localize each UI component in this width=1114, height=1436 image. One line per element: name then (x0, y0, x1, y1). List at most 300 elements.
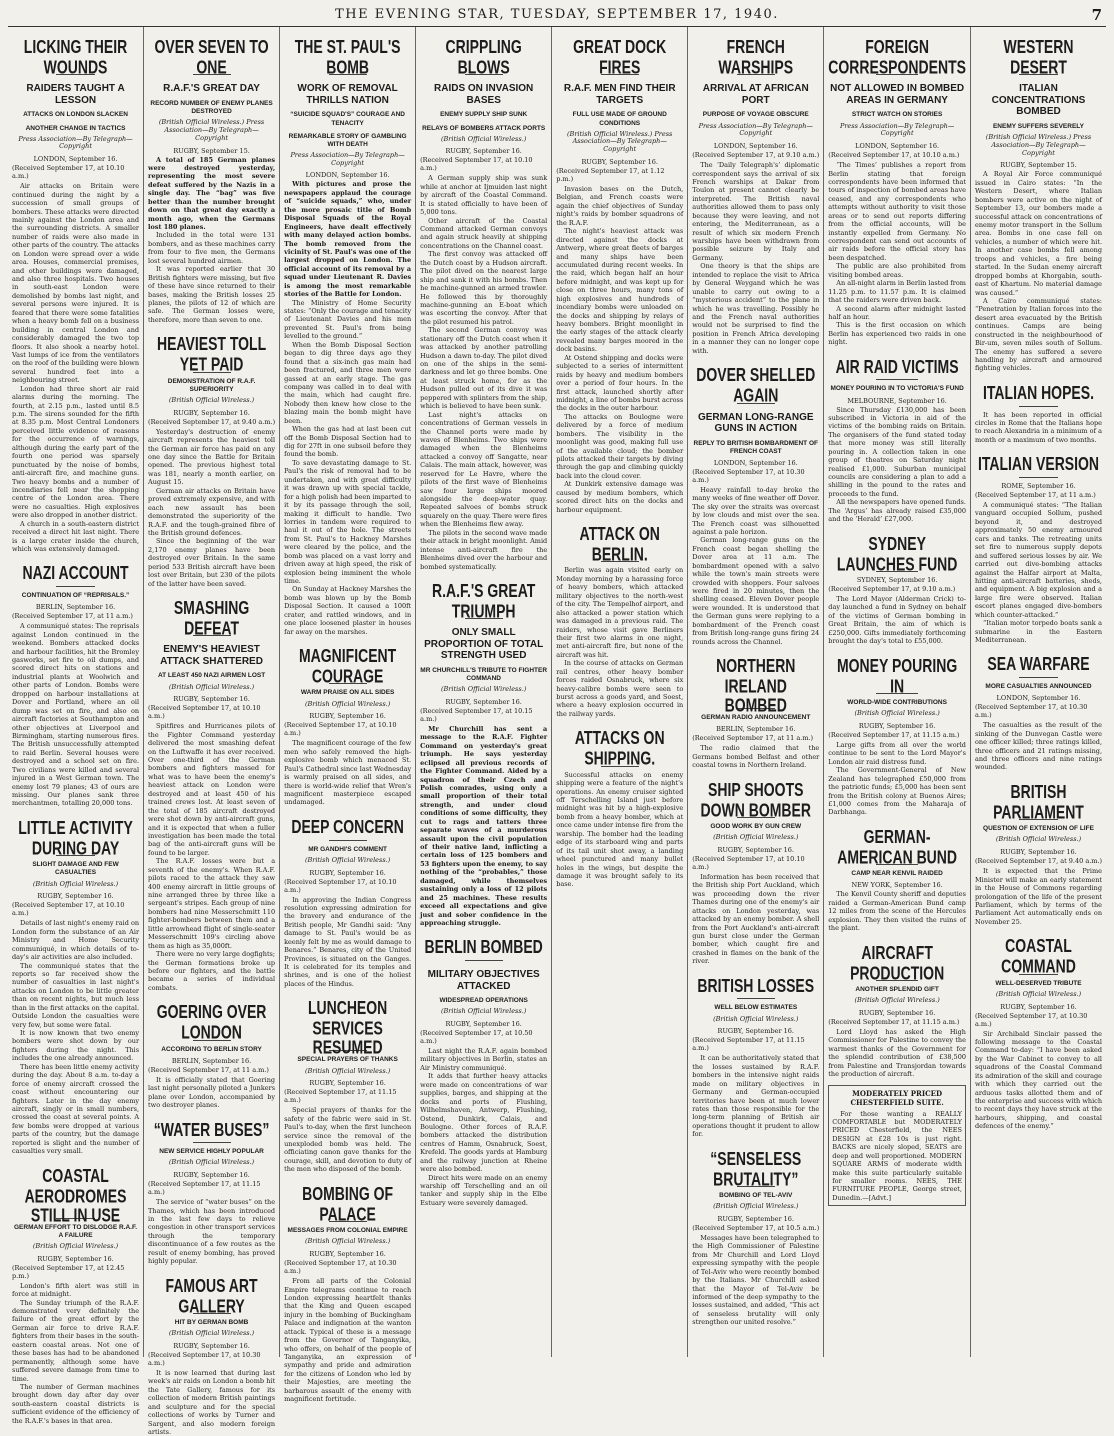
paragraph: A Royal Air Force communiqué issued in Cairo states: “In the Western Desert, where Italian bombers were active on the night of September 13, our bombers made a successful attack on concentrations of enemy motor transport in the Sollum area. Bombs in one case fell on vehicles, a number of which were hit. In another case bombs fell among troops and vehicles, a fire being started. In the Sudan enemy aircraft dropped bombs at Khorgabin, south-east of Khartum. No material damage was caused.” (974, 170, 1103, 297)
article-body (692, 486, 819, 646)
article-body (148, 1076, 275, 1110)
paragraph: At Dunkirk extensive damage was caused by medium bombers, which scored direct hits on the docks and harbour equipment. (556, 480, 684, 514)
subheadline: ATTACKS ON LONDON SLACKEN (23, 111, 128, 119)
dateline: RUGBY, September 16. (717, 1214, 794, 1223)
dateline: RUGBY, September 16. (173, 1341, 250, 1350)
byline: Press Association—By Telegraph—Copyright (698, 121, 813, 138)
article-body (284, 739, 411, 807)
subheadline: WELL BELOW ESTIMATES (714, 1004, 798, 1012)
byline: (British Official Wireless.) (304, 699, 391, 708)
article (420, 37, 547, 571)
dateline: RUGBY, September 16. (37, 892, 114, 901)
article-body (975, 501, 1102, 644)
paragraph: Other aircraft of the Coastal Command attacked German convoys and again struck heavily at shipping concentrations on the Channel coast. (420, 216, 548, 250)
paragraph: Heavy rainfall to-day broke the many weeks of fine weather off Dover. The sky over the straits was overcast by low clouds and mist over the sea. The French coast was silhouetted against a pale horizon. (692, 485, 820, 536)
article (12, 563, 139, 807)
received-note: (Received September 17, at 1.12 p.m.) (556, 167, 665, 184)
received-note: (Received September 17, at 10.10 a.m.) (12, 901, 125, 918)
article-body (828, 595, 966, 646)
subheadline: QUESTION OF EXTENSION OF LIFE (983, 825, 1094, 833)
paragraph: It is now known that two enemy bombers were shot down by our fighters during the night. This includes the one already announced. (12, 1029, 140, 1063)
article (692, 976, 819, 1139)
received-note: (Received September 17, at 10.10 a.m.) (284, 721, 397, 738)
byline: (British Official Wireless.) (440, 134, 527, 143)
received-note: (Received September 17, at 10.10 a.m.) (420, 156, 533, 173)
subheadline: GOOD WORK BY GUN CREW (710, 822, 802, 830)
headline: MAGNIFICENT COURAGE (299, 644, 397, 687)
article (284, 1184, 411, 1404)
paragraph: For those wanting a REALLY COMFORTABLE but MODERATELY PRICED Chesterfield, the NEES DESIGN at £28 10s is just right. BACKS are nicely sloped, SEATS are deep and well proportioned. MODERN SQUARE ARMS of moderate width make this suite particularly suitable for smaller rooms. NEES, THE FURNITURE PEOPLE, George street, Dunedin.—[Advt.] (832, 1109, 962, 1202)
headline: AIRCRAFT PRODUCTION (850, 941, 945, 983)
article (12, 818, 139, 1156)
article-body (692, 161, 819, 355)
received-note: (Received September 17, at 11.15 a.m.) (692, 1036, 805, 1053)
paragraph: All the newspapers have opened funds. The ‘Argus’ has already raised £35,000 and the ‘Herald’ £27,000. (828, 498, 966, 524)
column (687, 27, 823, 1357)
subheadline: REMARKABLE STORY OF GAMBLING WITH DEATH (288, 132, 407, 148)
article-lead (420, 725, 547, 928)
subheadline: ANOTHER SPLENDID GIFT (855, 985, 939, 993)
paragraph: Yesterday's destruction of enemy aircraft represents the heaviest toll the German air force has paid on any one day since the Battle for Britain opened. The previous highest total was 181, nearly a month earlier, on August 15. (148, 427, 276, 487)
byline: (British Official Wireless.) Press Association—By Telegraph—Copyright (567, 129, 673, 154)
byline: (British Official Wireless.) (995, 989, 1082, 998)
dateline: RUGBY, September 16. (445, 1020, 522, 1029)
headline: AIR RAID VICTIMS (835, 355, 959, 377)
dateline: RUGBY, September 16. (173, 695, 250, 704)
byline: Press Association—By Telegraph—Copyright (18, 134, 133, 151)
received-note: (Received September 17, at 10.30 a.m.) (284, 1259, 397, 1276)
article (828, 943, 966, 1079)
dateline: RUGBY, September 16. (309, 1250, 386, 1259)
headline: GREAT DOCK FIRES (573, 35, 667, 78)
paragraph: An all-night alarm in Berlin lasted from 11.25 p.m. to 11.57 p.m. It is claimed that the raiders were driven back. (828, 279, 966, 305)
dateline: LONDON, September 16. (33, 155, 118, 164)
byline: (British Official Wireless.) (168, 1158, 255, 1167)
article-body (284, 1106, 411, 1174)
headline: “WATER BUSES” (153, 1118, 270, 1140)
headline: BRITISH PARLIAMENT (993, 780, 1084, 822)
paragraph: Since Thursday £130,000 has been subscribed in Victoria in aid of the victims of the bombing raids on Britain. The organisers of the fund stated today that more money was still literally pouring in. A collection taken in one group of theatres on Saturday night realised £1,000. Suburban municipal councils are considering a plan to add a shilling in the pound to the rates and proceeds to the fund. (828, 405, 966, 498)
article (828, 656, 966, 817)
received-note: (Received September 17, at 11.15 a.m.) (828, 1017, 960, 1026)
paragraph: Information has been received that the British ship Port Auckland, which was proceeding down the river Thames during one of the enemy's air attacks on London yesterday, was attacked by an enemy bomber. A shell from the Port Auckland's anti-aircraft gun burst close under the German bomber, which caught fire and crashed in flames on the bank of the river. (692, 872, 820, 966)
byline: (British Official Wireless.) (304, 855, 391, 864)
headline: NAZI ACCOUNT (22, 562, 129, 584)
paragraph: A church in a south-eastern district received a direct hit last night. There is a large crater inside the church, which was extensively damaged. (12, 519, 140, 554)
article (828, 357, 966, 524)
article-body (692, 744, 819, 769)
subheadline: STRICT WATCH ON STORIES (851, 111, 943, 119)
article-body (148, 1198, 275, 1266)
paragraph: London had three short air raid alarms during the morning. The fourth, at 2.15 p.m., lasted until 8.5 p.m. The sirens sounded for the fifth at 8.35 p.m. Most Central Londoners perceived little evidence of reasons for the occurrence of warnings, although during the early part of the fourth one period was sparsely punctuated by the noise of bombs, anti-aircraft fire, and machine guns. Two heavy bombs and a number of incendiaries fell near the shopping centre of the London area. There were no casualties. High explosives were also dropped in another district. (12, 384, 140, 520)
dateline: BERLIN, September 16. (171, 1056, 252, 1065)
dateline: NEW YORK, September 16. (851, 881, 943, 890)
paragraph: With pictures and prose the newspapers applaud the courage of “suicide squads,” who, under the more prosaic title of Bomb Disposal Squads of the Royal Engineers, have dealt effectively with many delayed action bombs. The bomb removed from the vicinity of St. Paul's was one of the largest dropped on London. The official account of its removal by a squad under Lieutenant R. Davies is among the most remarkable stories of the Battle for London. (284, 180, 412, 299)
dateline: RUGBY, September 15. (1000, 161, 1077, 170)
dateline: RUGBY, September 16. (173, 1171, 250, 1180)
article-body (556, 771, 683, 889)
dateline: RUGBY, September 16. (717, 845, 794, 854)
dateline: LONDON, September 16. (855, 142, 940, 151)
paragraph: A second alarm after midnight lasted half an hour. (828, 304, 966, 321)
headline: LITTLE ACTIVITY DURING DAY (18, 816, 133, 858)
paragraph: Lord Lloyd has asked the High Commissioner for Palestine to convey the warmest thanks of the Government for the splendid contribution of £38,500 from Palestine and Transjordan towards the production of aircraft. (828, 1027, 966, 1079)
subheadline: WORLD-WIDE CONTRIBUTIONS (847, 699, 947, 707)
paragraph: “Italian motor torpedo boats sank a submarine in the Eastern Mediterranean. (974, 619, 1103, 645)
received-note: (Received September 17, at 10.10 a.m.) (284, 877, 397, 894)
subheadline: ENEMY SUFFERS SEVERELY (992, 122, 1084, 130)
headline: THE ST. PAUL'S BOMB (294, 35, 401, 78)
subheadline: BOMBING OF TEL-AVIV (719, 1192, 793, 1200)
dateline: LONDON, September 16. (713, 458, 798, 467)
subheadline: CAMP NEAR KENVIL RAIDED (851, 870, 943, 878)
paragraph: Mr Churchill has sent a message to the R.A.F. Fighter Command on yesterday's great triumph. He says yesterday eclipsed all previous records of the Fighter Command. Aided by a squadron of their Czech and Polish comrades, using only a small proportion of their total strength, and under cloud conditions of some difficulty, they cut to rags and tatters three separate waves of a murderous assault upon the civil population of their native land, inflicting a certain loss of 125 bombers and 53 fighters upon the enemy, to say nothing of the “probables,” those damaged, while themselves sustaining only a loss of 12 pilots and 25 machines. These results exceed all expectations and give just and sober confidence in the approaching struggle. (420, 724, 548, 927)
headline: “SENSELESS BRUTALITY” (710, 1147, 802, 1189)
paragraph: German long-range guns on the French coast began shelling the Dover area at 11 a.m. The bombardment opened with a salvo while the town's main streets were crowded with shoppers. Four salvoes were fired in 20 minutes, then the shelling ceased. Eleven Dover people were wounded. It is understood that the German guns were replying to a bombardment of the French coast from British long-range guns firing 24 rounds across the Channel. (692, 536, 820, 646)
paragraph: The Kenvil County sheriff and deputies raided a German-American Bund camp 12 miles from the scene of the Hercules explosion. They then visited the ruins of the plant. (828, 890, 966, 933)
dateline: RUGBY, September 16. (717, 1027, 794, 1036)
headline: BERLIN BOMBED (424, 936, 543, 958)
dateline: LONDON, September 16. (996, 694, 1081, 703)
subheadline: NOT ALLOWED IN BOMBED AREAS IN GERMANY (830, 83, 965, 106)
paragraph: There were no very large dogfights; the German formations broke up before our fighters, and the battle became a series of individual combats. (148, 950, 276, 992)
article (284, 646, 411, 807)
paragraph: The Sunday triumph of the R.A.F. demonstrated very definitely the failure of the great effort by the German air force to drive R.A.F. fighters from their bases in the south-eastern coastal areas. Not one of these bases has had to be abandoned permanently, although some have suffered severe damage from time to time. (12, 1298, 140, 1383)
masthead-title: THE EVENING STAR, TUESDAY, SEPTEMBER 17, 1940. (335, 7, 779, 22)
subheadline: NEW SERVICE HIGHLY POPULAR (159, 1148, 264, 1156)
article (975, 454, 1102, 644)
paragraph: When the gas had at last been cut off the Bomb Disposal Section had to dig for 27ft in one subsoil before they found the bomb. (284, 425, 412, 459)
byline: (British Official Wireless.) (854, 996, 940, 1005)
received-note: (Received September 17, at 11 a.m.) (12, 612, 133, 621)
paragraph: One theory is that the ships are intended to replace the visit to Africa by General Weygand which he was unable to carry out owing to a “mysterious accident” to the plane in which he was travelling. Possibly he and the French naval authorities would not be surprised to find the position in French Africa developing in a manner they can no longer cope with. (692, 262, 820, 355)
received-note: (Received September 17, at 10.30 a.m.) (692, 467, 805, 484)
columns (8, 27, 1106, 1436)
dateline: MELBOURNE, September 16. (847, 396, 947, 405)
received-note: (Received September 17, at 9.40 a.m.) (974, 857, 1103, 866)
paragraph: ‘The Times’ publishes a report from Berlin stating that foreign correspondents have been informed that tours of inspection of bombed areas have ceased, and any correspondents who attempts without authority to visit those areas or to send out reports differing from the official accounts, will be instantly expelled from Germany. No correspondent can send out accounts of air raids before the official story has been despatched. (828, 161, 966, 262)
received-note: (Received September 17, at 11 a.m.) (148, 1065, 269, 1074)
byline: (British Official Wireless.) (440, 1007, 527, 1016)
article-body (12, 622, 139, 808)
article-body (828, 1028, 966, 1079)
subheadline: SPECIAL PRAYERS OF THANKS (297, 1056, 398, 1064)
byline: (British Official Wireless.) (995, 835, 1082, 844)
paragraph: It is expected that the Prime Minister will make an early statement in the House of Commons regarding prolongation of the life of the present Parliament, which by terms of the Parliament Act automatically ends on November 25. (974, 867, 1103, 926)
paragraph: The public are also prohibited from visiting bombed areas. (828, 262, 966, 279)
paragraph: Last night's attacks on concentrations of German vessels in the Channel ports were made by waves of Blenheims. Two ships were damaged when the Blenheims attacked a convoy off Sangatte, near Calais. The main attack, however, was reserved for Le Havre, where the pilots of the first wave of Blenheims saw four large ships moored alongside the deep-water quay. Repeated salvoes of bombs struck squarely on the quay. There were fires when the Blenheims flew away. (420, 410, 548, 529)
subheadline: AT LEAST 450 NAZI AIRMEN LOST (157, 672, 266, 680)
received-note: (Received September 17, at 10.5 a.m.) (692, 1223, 820, 1232)
paragraph: A total of 185 German planes were destroyed yesterday, representing the most severe defeat suffered by the Nazis in a single day. The “bag” was five better than the number brought down on that great day exactly a month ago, when the Germans lost 180 planes. (148, 155, 276, 232)
paragraph: The attacks on Boulogne were delivered by a force of medium bombers. The visibility in the moonlight was good, making full use of the available cloud; the bomber pilots attacked their targets by diving through the gap and climbing quickly back into the cloud cover. (556, 412, 684, 480)
headline: R.A.F.'S GREAT TRIUMPH (431, 579, 536, 622)
paragraph: It adds that further heavy attacks were made on concentrations of war supplies, barges, and shipping at the docks and ports of Flushing, Wilhelmshaven, Antwerp, Flushing, Ostend, Dunkirk, Calais, and Boulogne. Other forces of R.A.F. bombers attacked the distribution centres of Hamm, Osnabruck, Soest, Krefeld. The goods yards at Hamburg and the railway junction at Rheine were also bombed. (420, 1072, 548, 1174)
paragraph: A communiqué states: The reprisals against London continued in the weekend. Bombers attacked docks and harbour facilities, hit the Bromley gasworks, set fire to oil dumps, and scored direct hits on stations and industrial plants at Woolwich and other parts of London. Bombs were dropped on harbour installations at Dover and Portland, where an oil dump was set on fire, and also on aircraft factories at Southampton and other objectives at Liverpool and Birmingham, starting numerous fires. The British unsuccessfully attempted to raid Berlin. Several houses were destroyed and a school set on fire. Two civilians were killed and several injured in a West German town. The enemy lost 79 planes; 43 of ours are missing. Our planes sank three merchantmen, totalling 20,000 tons. (12, 622, 140, 808)
article (828, 534, 966, 646)
subheadline: MORE CASUALTIES ANNOUNCED (985, 683, 1092, 691)
byline: (British Official Wireless.) (168, 1329, 255, 1338)
article (692, 780, 819, 966)
subheadline: R.A.F. MEN FIND THEIR TARGETS (563, 83, 676, 106)
paragraph: There has been little enemy activity during the day. About 8 a.m. to-day a force of enemy aircraft crossed the coast without encountering our fighters. Later in the day enemy aircraft, singly or in small numbers, crossed the coast at several points. A few bombs were dropped at various parts of the country, but the damage reported is slight and the number of casualties very small. (12, 1062, 140, 1156)
paragraph: It is now learned that during last week's air raids on London a bomb hit the Tate Gallery, famous for its collection of modern British paintings and sculpture and for the special collections of works by Turner and Sargent, and also modern foreign artists. (148, 1368, 276, 1436)
paragraph: The R.A.F. losses were but a seventh of the enemy's. When R.A.F. pilots raced to the attack they saw 400 enemy aircraft in little groups of nine arranged three by three like a sergeant's stripes. Each group of nine bombers had nine Messerschmitt 110 fighter-bombers between them and a little arrowhead flight of single-seater Messerschmitt 109's circling above them as high as 35,000ft. (148, 857, 276, 950)
article (975, 654, 1102, 771)
received-note: (Received September 17, at 10.10 a.m.) (828, 151, 960, 160)
dateline: ROME, September 16. (1001, 482, 1076, 491)
paragraph: Large gifts from all over the world continue to be sent to the Lord Mayor's London air raid distress fund. (828, 740, 966, 766)
subheadline: ENEMY'S HEAVIEST ATTACK SHATTERED (160, 644, 263, 667)
dateline: BERLIN, September 16. (716, 725, 796, 734)
received-note: (Received September 17, at 10.10 a.m.) (692, 854, 805, 871)
dateline: RUGBY, September 16. (1000, 1002, 1077, 1011)
article-lead (284, 180, 411, 298)
article-body (975, 411, 1102, 445)
headline: SYDNEY LAUNCHES FUND (836, 532, 958, 574)
column (970, 27, 1106, 1357)
byline: (British Official Wireless.) (304, 1066, 391, 1075)
article (148, 1002, 275, 1109)
dateline: BERLIN, September 16. (35, 603, 116, 612)
paragraph: Last night the R.A.F. again bombed military objectives in Berlin, states an Air Ministry communiqué. (420, 1047, 548, 1072)
paragraph: Special prayers of thanks for the safety of the fabric were said in St. Paul's to-day, when the first luncheon service since the removal of the unexploded bomb was held. The officiating canon gave thanks for the courage, skill, and devotion to duty of the men who disposed of the bomb. (284, 1106, 412, 1174)
article-body (12, 182, 139, 553)
paragraph: The night's heaviest attack was directed against the docks at Antwerp, where great fleets of barges and many ships have been accumulated during recent weeks. In the raid, which began half an hour before midnight, and was kept up for close on three hours, many tons of high explosives and hundreds of incendiary bombs were unloaded on the docks and shipping by relays of heavy bombers. Bright moonlight in the early stages of the attack clearly revealed many barges moored in the dock basins. (556, 227, 684, 354)
received-note: (Received September 17, at 10.30 a.m.) (974, 1011, 1088, 1028)
paragraph: On Sunday at Hackney Marshes the bomb was blown up by the Bomb Disposal Section. It caused a 100ft crater, and rattled windows, and in one place loosened plaster in houses far away on the marshes. (284, 585, 412, 636)
subheadline: MONEY POURING IN TO VICTORIA'S FUND (830, 385, 964, 393)
subheadline: MESSAGES FROM COLONIAL EMPIRE (287, 1227, 408, 1235)
subheadline: MILITARY OBJECTIVES ATTACKED (427, 969, 540, 992)
article-body (828, 741, 966, 817)
paragraph: This is the first occasion on which Berlin has experienced two raids in one night. (828, 321, 966, 347)
article (692, 656, 819, 770)
article (975, 782, 1102, 926)
article (148, 334, 275, 588)
article-body (420, 1047, 547, 1207)
article (420, 581, 547, 927)
paragraph: Successful attacks on enemy shipping were a feature of the night's operations. An enemy cruiser sighted off Terschelling Island just before midnight was hit by a high-explosive bomb from a heavy bomber, which at once came under intense fire from the warship. The bomber had the leading edge of its starboard wing and parts of its tail unit shot away, a landing wheel punctured and many bullet holes in the wings, but despite the damage it was brought safely to its base. (556, 770, 684, 889)
headline: DOVER SHELLED AGAIN (696, 363, 816, 406)
article-body (828, 161, 966, 347)
paragraph: The radio claimed that the Germans bombed Belfast and other coastal towns in Northern Ireland. (692, 744, 820, 770)
paragraph: In approving the Indian Congress resolution expressing admiration for the bravery and endurance of the British people, Mr Gandhi said: “Any damage to St. Paul's would be as keenly felt by me as would damage to Benares.” Benares, city of the United Provinces, is situated on the Ganges. It is celebrated for its temples and shrines, and is one of the holiest places of the Hindus. (284, 895, 412, 988)
headline: COASTAL COMMAND (1001, 934, 1076, 977)
advertisement-body (832, 1110, 962, 1203)
paragraph: At Ostend shipping and docks were subjected to a series of intermittent raids by heavy and medium bombers over a period of four hours. In the first attack, launched shortly after midnight, a line of bombs burst across the docks in the outer harbour. (556, 353, 684, 413)
byline: (British Official Wireless.) (32, 879, 119, 888)
column (8, 27, 143, 1425)
article (692, 37, 819, 355)
subheadline: RECORD NUMBER OF ENEMY PLANES DESTROYED (150, 99, 273, 115)
subheadline: PURPOSE OF VOYAGE OBSCURE (702, 111, 809, 119)
column (279, 27, 415, 1404)
article (975, 37, 1102, 373)
article (828, 37, 966, 347)
article (284, 817, 411, 988)
paragraph: London's fifth alert was still in force at midnight. (12, 1281, 140, 1299)
subheadline: ACCORDING TO BERLIN STORY (161, 1045, 262, 1053)
subheadline: RAIDS ON INVASION BASES (434, 83, 534, 106)
column (415, 27, 551, 1357)
headline: CRIPPLING BLOWS (445, 35, 522, 78)
dateline: RUGBY, September 16. (858, 721, 936, 730)
received-note: (Received September 17, at 11.15 a.m.) (828, 730, 960, 739)
paragraph: Sir Archibald Sinclair passed the following message to the Coastal Command to-day: “I have been asked by the War Cabinet to convey to all squadrons of the Coastal Command its admiration of the skill and courage with which they carried out the arduous tasks allotted them and of the enterprise and success with which to recent days they have struck at the harbours, shipping, and coastal defences of the enemy.” (974, 1029, 1103, 1131)
article-body (828, 890, 966, 932)
subheadline: GERMAN RADIO ANNOUNCEMENT (701, 714, 811, 722)
headline: ITALIAN HOPES. (983, 381, 1094, 404)
article (12, 1166, 139, 1426)
article (148, 1120, 275, 1266)
headline: SHIP SHOOTS DOWN BOMBER (700, 778, 811, 820)
article-body (692, 1054, 819, 1138)
subheadline: REPLY TO BRITISH BOMBARDMENT OF FRENCH COAST (693, 439, 818, 455)
article-lead (148, 156, 275, 232)
received-note: (Received September 17, at 10.15 a.m.) (420, 706, 533, 723)
article (12, 37, 139, 553)
headline: FOREIGN CORRESPONDENTS (828, 35, 966, 78)
headline: BOMBING OF PALACE (302, 1182, 394, 1224)
subheadline: WARM PRAISE ON ALL SIDES (300, 689, 395, 697)
received-note: (Received September 17, at 10.10 a.m.) (148, 704, 261, 721)
article (556, 728, 683, 889)
subheadline: MR GANDHI'S COMMENT (308, 845, 388, 853)
paragraph: From all parts of the Colonial Empire telegrams continue to reach London expressing heartfelt thanks that the King and Queen escaped injury in the bombing of Buckingham Palace and indignation at the wanton attack. Typical of these is a message from the Governor of Tanganyika, who offers, on behalf of the people of Tanganyika, an expression of sympathy and pride and admiration for the citizens of London who led by their Majesties, are meeting the barbarous assault of the enemy with magnificent fortitude. (284, 1277, 412, 1404)
paragraph: Invasion bases on the Dutch, Belgian, and French coasts were again the chief objectives of Sunday night's raids by bomber squadrons of the R.A.F. (556, 185, 684, 227)
article-body (12, 919, 139, 1155)
article (975, 383, 1102, 444)
subheadline: CONTINUATION OF “REPRISALS.” (21, 592, 130, 600)
paragraph: Spitfires and Hurricanes pilots of the Fighter Command yesterday delivered the most smashing defeat on the Luftwaffe it has ever received. Over one-third of the German bombers and fighters massed for what was to have been the enemy's heaviest attack on London were destroyed and at least 450 of his trained crews lost. At least seven of the total of 185 aircraft destroyed were shot down by anti-aircraft guns, and it is expected that when a fuller investigation has been made the total bag of the anti-aircraft guns will be found to be larger. (148, 722, 276, 857)
byline: (British Official Wireless.) (854, 709, 940, 718)
subheadline: “SUICIDE SQUAD'S” COURAGE AND TENACITY (290, 111, 405, 127)
paragraph: The Ministry of Home Security states: “Only the courage and tenacity of Lieutenant Davies and his men prevented St. Paul's from being levelled to the ground.” (284, 298, 412, 341)
article (284, 998, 411, 1173)
advertisement (828, 1085, 966, 1207)
article (556, 37, 683, 514)
paragraph: The Lord Mayor (Alderman Crick) to-day launched a fund in Sydney on behalf of the victims of German bombing in Great Britain, the aim of which is £250,000. Gifts immediately forthcoming brought the day's total to £55,000. (828, 595, 966, 646)
headline: GERMAN-AMERICAN BUND (837, 825, 958, 867)
paragraph: A German supply ship was sunk while at anchor at Ijmuiden last night by aircraft of the Coastal Command. It is stated officially to have been of 5,000 tons. (420, 174, 548, 217)
subheadline: R.A.F.'S GREAT DAY (163, 83, 260, 95)
received-note: (Received September 17, at 10.30 a.m.) (148, 1350, 261, 1367)
byline: Press Association—By Telegraph—Copyright (839, 121, 955, 138)
article-body (975, 867, 1102, 926)
dateline: RUGBY, September 16. (309, 712, 386, 721)
paragraph: Berlin was again visited early on Monday morning by a harassing force of heavy bombers, which attacked military objectives to the north-west of the city. The Tempelhof airport, and also attacked a power station which was damaged in a previous raid. The raiders, whose visit gave Berliners their first two alarms in one night, met anti-aircraft fire, but none of the aircraft was hit. (556, 566, 684, 659)
article-body (12, 1282, 139, 1425)
article (692, 365, 819, 646)
subheadline: RAIDERS TAUGHT A LESSON (26, 83, 125, 106)
received-note: (Received September 17, at 11.15 a.m.) (148, 1180, 261, 1197)
article-body (975, 1030, 1102, 1131)
page-number: 7 (1091, 6, 1102, 24)
byline: (British Official Wireless.) (440, 685, 527, 694)
article-body (556, 566, 683, 718)
paragraph: Since the beginning of the war 2,170 enemy planes have been destroyed over Britain. In the same period 533 British aircraft have been lost over Britain, but 230 of the pilots of the latter have been saved. (148, 537, 276, 588)
paragraph: The magnificent courage of the few men who safely removed the high-explosive bomb which menaced St. Paul's Cathedral since last Wednesday is warmly praised on all sides, and there is world-wide relief that Wren's magnificent masterpiece escaped undamaged. (284, 739, 412, 807)
paragraph: Included in the total were 131 bombers, and as these machines carry from four to five men, the Germans lost several hundred airmen. (148, 231, 276, 265)
received-note: (Received September 17, at 9.10 a.m.) (828, 585, 956, 594)
article-body (148, 1369, 275, 1436)
received-note: (Received September 17, at 10.50 a.m.) (420, 1029, 533, 1046)
subheadline: WIDESPREAD OPERATIONS (439, 997, 528, 1005)
article-body (148, 231, 275, 324)
subheadline: MR CHURCHILL'S TRIBUTE TO FIGHTER COMMAND (420, 666, 548, 682)
article-body (148, 428, 275, 588)
article-body (420, 174, 547, 571)
subheadline: ENEMY SUPPLY SHIP SUNK (440, 111, 528, 119)
paragraph: It has been reported in official circles in Rome that the Italians hope to reach Alexandria in a minimum of a month or a maximum of two months. (974, 410, 1103, 444)
paragraph: A Cairo communiqué states: “Penetration by Italian forces into the desert area evacuated by the British continues. Camps are being constructed in the neighbourhood of Bir-um, seven miles south of Sollum. The enemy has suffered a severe handling by aircraft and armoured fighting vehicles. (974, 296, 1103, 373)
byline: (British Official Wireless.) (32, 1241, 119, 1250)
dateline: RUGBY, September 16. (858, 1008, 936, 1017)
byline: (British Official Wireless.) (304, 1237, 391, 1246)
masthead (8, 4, 1106, 27)
paragraph: It is officially stated that Goering last night personally piloted a Junkers plane over London, accompanied by two destroyer planes. (148, 1075, 276, 1110)
article-body (556, 185, 683, 514)
column (823, 27, 970, 1357)
paragraph: The second German convoy was stationary off the Dutch coast when it was attacked by another patrolling Hudson a dawn to-day. The pilot dived on one of the ships in the semi-darkness and let go three bombs. One at least struck home, for as the Hudson pulled out of its dive it was peppered with splinters from the ship, which is believed to have been sunk. (420, 326, 548, 411)
received-note: (Received September 17, at 9.40 a.m.) (148, 417, 276, 426)
headline: ITALIAN VERSION (977, 452, 1100, 475)
headline: MONEY POURING IN (836, 654, 958, 696)
subheadline: FULL USE MADE OF GROUND CONDITIONS (572, 111, 667, 127)
byline: (British Official Wireless.) (713, 1202, 799, 1211)
paragraph: Air attacks on Britain were continued during the night by a succession of small groups of bombers. These attacks were directed mainly against the London area and the surrounding districts. A smaller number of raids were also made in other parts of the country. The attacks on London were spread over a wide area. Houses, commercial premises, and other buildings were damaged, and also three hospitals. Two houses in south-east London were demolished by bombs last night, and several persons were injured. It is feared that there were some fatalities when a heavy bomb fell on a business building in central London and considerably damaged the two top floors. It also shook a nearby hotel. Vast lumps of ice from the ventilators on the roof of the building were blown several hundred feet into a neighbouring street. (12, 182, 140, 385)
dateline: RUGBY, September 16. (37, 1254, 114, 1263)
article-body (692, 1234, 819, 1327)
subheadline: SLIGHT DAMAGE AND FEW CASUALTIES (32, 861, 119, 877)
article-body (148, 722, 275, 992)
article (148, 1276, 275, 1436)
headline: SEA WARFARE (987, 653, 1090, 675)
subheadline: DEMONSTRATION OF R.A.F. SUPERIORITY (167, 377, 256, 393)
received-note: (Received September 17, at 12.45 p.m.) (12, 1263, 125, 1280)
article (975, 936, 1102, 1131)
paragraph: In the course of attacks on German rail centres, other heavy bomber forces raided Osnabruck, where six heavy-calibre bombs were seen to burst across a goods yard, and Soest, where a heavy explosion occurred in the railway yards. (556, 659, 684, 718)
paragraph: It can be authoritatively stated that the losses sustained by R.A.F. bombers in the intensive night raids made on military objectives in Germany and German-occupied territories have been at much lower rates than those responsible for the long-term planning of British air operations thought it prudent to allow for. (692, 1054, 820, 1139)
paragraph: The communiqué states that the reports so far received show the number of casualties in last night's attacks on London to be little greater than on recent nights, but much less than in the first attacks on the capital. Outside London the casualties were very few, but some were fatal. (12, 961, 140, 1029)
received-note: (Received September 17, at 10.10 a.m.) (12, 164, 125, 181)
dateline: RUGBY, September 16. (445, 147, 522, 156)
byline: (British Official Wireless.) (168, 395, 255, 404)
byline: Press Association—By Telegraph—Copyright (290, 150, 405, 167)
article-body (975, 721, 1102, 772)
subheadline: HIT BY GERMAN BOMB (174, 1319, 249, 1327)
byline: (British Official Wireless.) (713, 1014, 799, 1023)
byline: (British Official Wireless.) (713, 833, 799, 842)
headline: BRITISH LOSSES (697, 974, 815, 996)
dateline: RUGBY, September 16. (173, 408, 250, 417)
paragraph: The number of German machines brought down day after day over south-eastern coastal districts is sufficient evidence of the efficiency of the R.A.F.'s bases in that area. (12, 1382, 140, 1425)
subheadline: WELL-DESERVED TRIBUTE (995, 979, 1082, 987)
subheadline: ANOTHER CHANGE IN TACTICS (25, 124, 126, 132)
received-note: (Received September 17, at 9.10 a.m.) (692, 151, 820, 160)
headline: LUNCHEON SERVICES RESUMED (307, 996, 388, 1059)
subheadline: GERMAN EFFORT TO DISLODGE R.A.F. A FAILURE (14, 1223, 138, 1239)
paragraph: German air attacks on Britain have proved extremely expensive, and with each new assault has been demonstrated the superiority of the R.A.F. and the tough-grained fibre of the British ground defences. (148, 486, 276, 537)
paragraph: Details of last night's enemy raid on London form the substance of an Air Ministry and Home Security communiqué, in which details of to-day's air activities are also included. (12, 919, 140, 962)
headline: SMASHING DEFEAT (173, 596, 250, 639)
dateline: RUGBY, September 16. (309, 1079, 386, 1088)
dateline: LONDON, September 16. (305, 171, 390, 180)
received-note: (Received September 17, at 11 a.m.) (974, 491, 1096, 500)
article-body (692, 873, 819, 966)
article (692, 1149, 819, 1327)
